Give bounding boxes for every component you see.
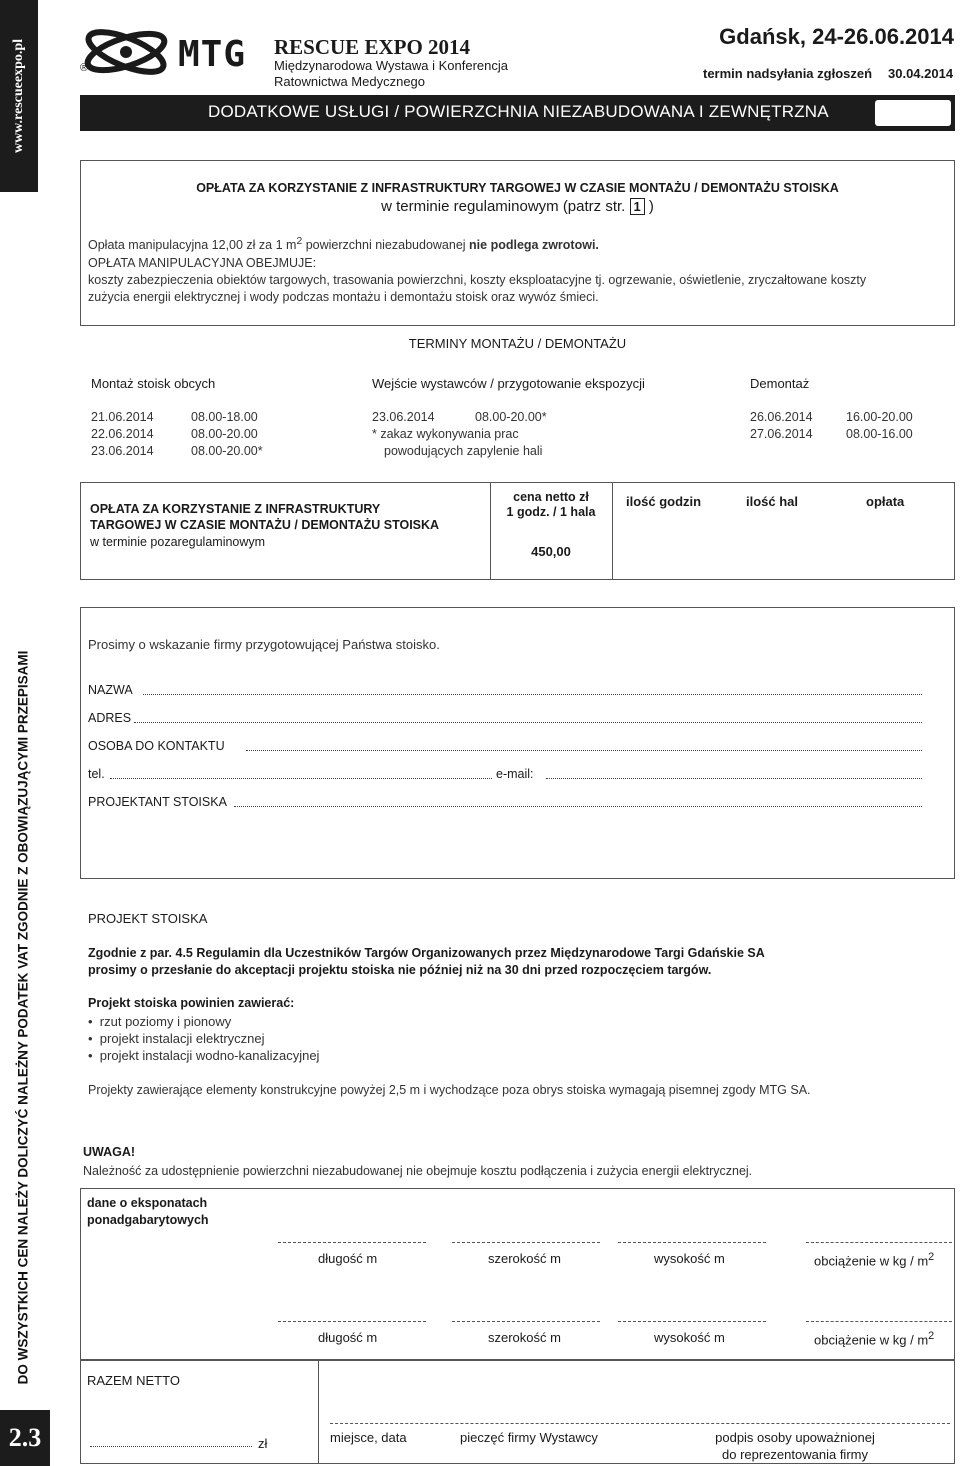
page-ref-badge[interactable]: 1 [630, 198, 645, 215]
company-intro: Prosimy o wskazanie firmy przygotowującej Państwa stoisko. [88, 637, 440, 652]
form-code-box[interactable] [875, 100, 951, 126]
fee-extra-title-1: OPŁATA ZA KORZYSTANIE Z INFRASTRUKTURY [90, 502, 381, 516]
oversize-load-text-2: obciążenie w kg / m [814, 1332, 929, 1348]
oversize-height-field-1[interactable] [618, 1242, 766, 1243]
designer-field[interactable] [234, 806, 922, 807]
includes-heading: OPŁATA MANIPULACYJNA OBEJMUJE: [88, 256, 317, 270]
mount-date-2: 22.06.2014 [91, 427, 154, 441]
dismount-date-2: 27.06.2014 [750, 427, 813, 441]
event-city-dates: Gdańsk, 24-26.06.2014 [719, 24, 954, 49]
mount-time-2: 08.00-20.00 [191, 427, 258, 441]
mtg-wordmark: MTG [178, 34, 247, 75]
total-currency: zł [258, 1436, 268, 1451]
deadline-label: termin nadsyłania zgłoszeń [703, 66, 873, 81]
mount-time-1: 08.00-18.00 [191, 410, 258, 424]
project-note: Projekty zawierające elementy konstrukcyjne powyżej 2,5 m i wychodzące poza obrys stoiska wymagają pisemnej zgody MTG SA. [88, 1083, 811, 1097]
project-rule-2: prosimy o przesłanie do akceptacji projektu stoiska nie później niż na 30 dni przed rozpoczęciem targów. [88, 963, 712, 977]
contents-item-1: • rzut poziomy i pionowy [88, 1014, 232, 1029]
handling-fee-mid: powierzchni niezabudowanej [302, 238, 470, 253]
total-label: RAZEM NETTO [87, 1373, 180, 1388]
page-number-badge: 2.3 [0, 1410, 50, 1466]
warning-heading: UWAGA! [83, 1145, 136, 1159]
handling-fee-text: Opłata manipulacyjna 12,00 zł za 1 m [88, 238, 297, 253]
deadline-date: 30.04.2014 [888, 66, 954, 81]
fee-extra-title-2: TARGOWEJ W CZASIE MONTAŻU / DEMONTAŻU STOISKA [90, 518, 440, 532]
hours-header: ilość godzin [626, 494, 702, 509]
contents-heading: Projekt stoiska powinien zawierać: [88, 996, 295, 1010]
project-heading: PROJEKT STOISKA [88, 911, 208, 926]
handling-fee-sup: 2 [296, 236, 303, 247]
dismount-time-2: 08.00-16.00 [846, 427, 913, 441]
oversize-height-label-2: wysokość m [654, 1330, 725, 1345]
oversize-length-label-1: długość m [318, 1251, 378, 1266]
fee-header: opłata [866, 494, 905, 509]
oversize-load-field-1[interactable] [806, 1242, 952, 1243]
entry-note-1: * zakaz wykonywania prac [372, 427, 519, 441]
oversize-label-2: ponadgabarytowych [87, 1213, 209, 1227]
total-field[interactable] [90, 1446, 252, 1447]
signature-label-2: do reprezentowania firmy [722, 1447, 868, 1462]
fee-regular-subtitle-post: ) [648, 198, 654, 215]
oversize-load-sup-2: 2 [928, 1330, 935, 1342]
oversize-length-field-1[interactable] [278, 1242, 426, 1243]
entry-note-2: powodujących zapylenie hali [384, 444, 543, 458]
event-subtitle-1: Międzynarodowa Wystawa i Konferencja [274, 58, 508, 73]
price-header-2: 1 godz. / 1 hala [506, 505, 596, 519]
fee-extra-divider-2 [612, 482, 613, 580]
contents-item-3-text: projekt instalacji wodno-kanalizacyjnej [99, 1048, 320, 1063]
vat-note-vertical [6, 650, 40, 1385]
fee-regular-subtitle [80, 198, 955, 215]
warning-text: Należność za udostępnienie powierzchni niezabudowanej nie obejmuje kosztu podłączenia i zużycia energii elektrycznej. [83, 1164, 753, 1178]
registered-mark: ® [80, 62, 89, 74]
contents-item-2-text: projekt instalacji elektrycznej [99, 1031, 265, 1046]
terms-col1-header: Montaż stoisk obcych [91, 376, 216, 391]
price-header-1: cena netto zł [513, 490, 589, 504]
terms-title: TERMINY MONTAŻU / DEMONTAŻU [408, 336, 627, 351]
oversize-label-1: dane o eksponatach [87, 1196, 208, 1210]
oversize-width-label-2: szerokość m [488, 1330, 561, 1345]
tel-label: tel. [88, 767, 105, 781]
price-value: 450,00 [531, 544, 571, 559]
includes-line-1: koszty zabezpieczenia obiektów targowych, trasowania powierzchni, koszty eksploatacyjne tj. ogrzewanie, oświetlenie, zryczałtowane koszty [88, 273, 867, 287]
oversize-load-label-2 [814, 1330, 934, 1347]
oversize-width-label-1: szerokość m [488, 1251, 561, 1266]
oversize-load-text-1: obciążenie w kg / m [814, 1253, 929, 1269]
mtg-logo-icon [78, 22, 174, 90]
oversize-width-field-1[interactable] [452, 1242, 600, 1243]
oversize-load-field-2[interactable] [806, 1321, 952, 1322]
includes-line-2: zużycia energii elektrycznej i wody podczas montażu i demontażu stoisk oraz wywóz śmieci. [88, 290, 599, 304]
signature-line[interactable] [330, 1423, 950, 1424]
vat-note-text: DO WSZYSTKICH CEN NALEŻY DOLICZYĆ NALEŻNY PODATEK VAT ZGODNIE Z OBOWIĄZUJĄCYMI PRZEPISAMI [15, 650, 31, 1385]
oversize-load-sup-1: 2 [928, 1251, 935, 1263]
contents-item-2: • projekt instalacji elektrycznej [88, 1031, 265, 1046]
hours-input[interactable] [620, 530, 730, 564]
mount-time-3: 08.00-20.00* [191, 444, 263, 458]
halls-header: ilość hal [746, 494, 799, 509]
name-label: NAZWA [88, 683, 133, 697]
address-label: ADRES [88, 711, 132, 725]
mount-date-3: 23.06.2014 [91, 444, 154, 458]
tel-field[interactable] [110, 778, 492, 779]
address-field[interactable] [134, 722, 922, 723]
fee-regular-title: OPŁATA ZA KORZYSTANIE Z INFRASTRUKTURY TARGOWEJ W CZASIE MONTAŻU / DEMONTAŻU STOISKA [196, 181, 839, 195]
entry-time: 08.00-20.00* [475, 410, 547, 424]
email-label: e-mail: [496, 767, 534, 781]
event-title: RESCUE EXPO 2014 [274, 35, 471, 59]
contents-item-1-text: rzut poziomy i pionowy [99, 1014, 232, 1029]
oversize-length-field-2[interactable] [278, 1321, 426, 1322]
oversize-height-field-2[interactable] [618, 1321, 766, 1322]
section-title: DODATKOWE USŁUGI / POWIERZCHNIA NIEZABUDOWANA I ZEWNĘTRZNA [208, 102, 829, 121]
fee-regular-subtitle-pre: w terminie regulaminowym (patrz str. [381, 198, 626, 215]
stamp-label: pieczęć firmy Wystawcy [460, 1430, 598, 1445]
oversize-length-label-2: długość m [318, 1330, 378, 1345]
place-date-label: miejsce, data [330, 1430, 407, 1445]
website-tab-text[interactable] [0, 0, 38, 192]
contact-label: OSOBA DO KONTAKTU [88, 739, 225, 753]
dismount-date-1: 26.06.2014 [750, 410, 813, 424]
fee-extra-title-3: w terminie pozaregulaminowym [90, 535, 266, 549]
mount-date-1: 21.06.2014 [91, 410, 154, 424]
designer-label: PROJEKTANT STOISKA [88, 795, 227, 809]
oversize-load-label-1 [814, 1251, 934, 1268]
website-link[interactable]: www.rescueexpo.pl [11, 38, 27, 154]
terms-col3-header: Demontaż [750, 376, 810, 391]
signature-label-1: podpis osoby upoważnionej [715, 1430, 875, 1445]
terms-col2-header: Wejście wystawców / przygotowanie ekspozycji [372, 376, 645, 391]
event-subtitle-2: Ratownictwa Medycznego [274, 74, 426, 89]
oversize-width-field-2[interactable] [452, 1321, 600, 1322]
oversize-height-label-1: wysokość m [654, 1251, 725, 1266]
entry-date: 23.06.2014 [372, 410, 435, 424]
project-rule-1: Zgodnie z par. 4.5 Regulamin dla Uczestników Targów Organizowanych przez Międzynarodowe Targi Gdańskie SA [88, 946, 765, 960]
email-field[interactable] [546, 778, 922, 779]
fee-input[interactable] [860, 530, 950, 564]
name-field[interactable] [143, 694, 922, 695]
contact-field[interactable] [246, 750, 922, 751]
handling-fee-line [88, 236, 599, 252]
dismount-time-1: 16.00-20.00 [846, 410, 913, 424]
handling-fee-bold: nie podlega zwrotowi. [469, 238, 599, 253]
contents-item-3: • projekt instalacji wodno-kanalizacyjnej [88, 1048, 320, 1063]
halls-input[interactable] [740, 530, 850, 564]
footer-divider [318, 1360, 319, 1464]
